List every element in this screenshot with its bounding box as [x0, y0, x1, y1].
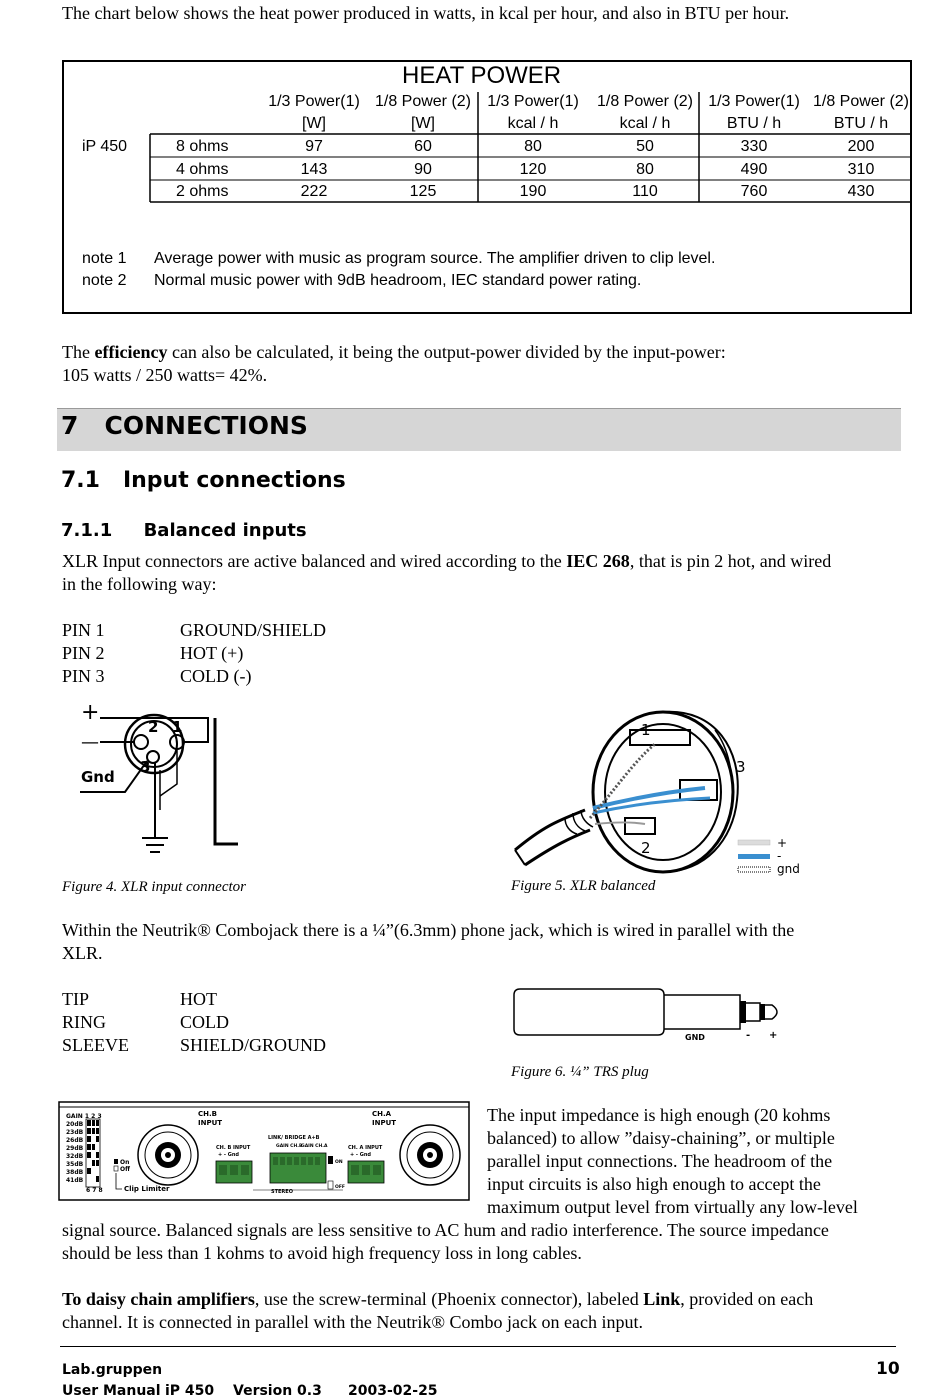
- cha-combo-jack[interactable]: [400, 1125, 460, 1185]
- gain-level-label: 26dB: [66, 1137, 84, 1144]
- footer-date: 2003-02-25: [348, 1383, 438, 1399]
- col-unit: BTU / h: [726, 115, 782, 132]
- note-label: note 2: [82, 272, 127, 289]
- footer-manual: User Manual: [62, 1383, 161, 1399]
- daisy-chain-text-line2: channel. It is connected in parallel with the Neutrik® Combo jack on each input.: [62, 1312, 644, 1332]
- table-cell: 330: [740, 138, 768, 155]
- gain-foot-label: 6 7 8: [86, 1187, 103, 1194]
- clip-limiter-label: Clip Limiter: [124, 1185, 170, 1193]
- xlr-balanced-drawing: [505, 700, 815, 880]
- balanced-text-line2: in the following way:: [62, 574, 217, 594]
- minus-label: —: [81, 732, 99, 753]
- gain-level-label: 41dB: [66, 1177, 84, 1184]
- table-cell: 90: [414, 161, 432, 178]
- table-cell: 60: [414, 138, 432, 155]
- table-cell: 430: [847, 183, 875, 200]
- legend-minus: -: [777, 849, 782, 863]
- impedance-line: input circuits is also high enough to accept the: [487, 1174, 821, 1194]
- table-cell: 490: [740, 161, 768, 178]
- footer-page-number: 10: [876, 1359, 900, 1379]
- impedance-line: maximum output level from virtually any low-level: [487, 1197, 858, 1217]
- table-cell: 50: [636, 138, 654, 155]
- cha-phoenix-terminal[interactable]: [348, 1161, 384, 1183]
- on-label: On: [120, 1159, 130, 1166]
- figure5-caption: Figure 5. XLR balanced: [511, 878, 656, 894]
- cha-input-label: INPUT: [372, 1119, 397, 1127]
- trs-plus-label: +: [769, 1030, 778, 1041]
- xlr-schematic-diagram: [70, 698, 270, 868]
- legend-gnd: gnd: [777, 862, 800, 876]
- table-cell: 80: [524, 138, 542, 155]
- col-head: 1/3 Power(1): [487, 93, 579, 110]
- chb-phoenix-terminal[interactable]: [216, 1161, 252, 1183]
- trs-desc: HOT: [180, 989, 217, 1009]
- col-unit: kcal / h: [507, 115, 559, 132]
- link-phoenix-terminal[interactable]: [270, 1153, 326, 1183]
- trs-desc: COLD: [180, 1012, 229, 1032]
- pin-desc: GROUND/SHIELD: [180, 620, 326, 640]
- col-head: 1/3 Power(1): [708, 93, 800, 110]
- impedance-line: The input impedance is high enough (20 kohms: [487, 1105, 831, 1125]
- heat-power-title: HEAT POWER: [402, 62, 562, 89]
- pin1-label: 1: [172, 718, 183, 736]
- table-cell: 110: [632, 183, 658, 200]
- subsection-heading: 7.1.1 Balanced inputs: [61, 520, 307, 541]
- figure6-caption: Figure 6. ¼” TRS plug: [511, 1064, 649, 1080]
- chb-input-label: CH.B: [198, 1110, 217, 1118]
- gain-level-label: 35dB: [66, 1161, 84, 1168]
- cha-input-label: CH.A: [372, 1110, 392, 1118]
- col-unit: [W]: [411, 115, 435, 132]
- trs-part: RING: [62, 1012, 106, 1032]
- footer-model: iP 450: [165, 1383, 215, 1399]
- gain-level-label: 20dB: [66, 1121, 84, 1128]
- trs-desc: SHIELD/GROUND: [180, 1035, 326, 1055]
- table-cell: 120: [519, 161, 547, 178]
- col-head: 1/3 Power(1): [268, 93, 360, 110]
- plus-label: +: [81, 700, 100, 725]
- balanced-text: XLR Input connectors are active balanced and wired according to the IEC 268, that is pin 2 hot, and wired: [62, 551, 832, 571]
- col-unit: [W]: [302, 115, 326, 132]
- impedance-line-full: should be less than 1 kohms to avoid high frequency loss in long cables.: [62, 1243, 582, 1263]
- gain-level-label: 29dB: [66, 1145, 84, 1152]
- impedance-line-full: signal source. Balanced signals are less sensitive to AC hum and radio interference. The source impedance: [62, 1220, 829, 1240]
- section-heading: 7.1 Input connections: [61, 468, 346, 493]
- chb-input-label: INPUT: [198, 1119, 223, 1127]
- table-cell: 190: [519, 183, 547, 200]
- chb-combo-jack[interactable]: [138, 1125, 198, 1185]
- gain-title-label: GAIN 1 2 3: [66, 1113, 102, 1120]
- note-label: note 1: [82, 250, 127, 267]
- impedance-line: parallel input connections. The headroom of the: [487, 1151, 833, 1171]
- table-cell: 143: [300, 161, 328, 178]
- table-cell: 310: [847, 161, 875, 178]
- efficiency-text: The efficiency can also be calculated, it being the output-power divided by the input-power:: [62, 342, 726, 362]
- trs-minus-label: -: [746, 1030, 751, 1041]
- load-label: 4 ohms: [176, 161, 229, 178]
- load-label: 2 ohms: [176, 183, 229, 200]
- link-bridge-label: LINK/ BRIDGE A+B: [268, 1135, 320, 1141]
- trs-part: SLEEVE: [62, 1035, 129, 1055]
- table-cell: 80: [636, 161, 654, 178]
- off-label: Off: [120, 1166, 130, 1173]
- cha-small-label: CH. A INPUT: [348, 1145, 383, 1151]
- legend-plus: +: [777, 836, 788, 850]
- load-label: 8 ohms: [176, 138, 229, 155]
- chapter-heading: 7 CONNECTIONS: [61, 411, 308, 440]
- impedance-line: balanced) to allow ”daisy-chaining”, or multiple: [487, 1128, 835, 1148]
- rear-panel-drawing: [58, 1101, 470, 1201]
- table-cell: 222: [300, 183, 328, 200]
- pin-label: PIN 1: [62, 620, 105, 640]
- col-unit: kcal / h: [619, 115, 671, 132]
- col-head: 1/8 Power (2): [812, 93, 910, 110]
- chb-small-label: CH. B INPUT: [216, 1145, 251, 1151]
- footer-brand: Lab.gruppen: [62, 1362, 163, 1378]
- trs-plug-drawing: [510, 985, 800, 1045]
- gain-chb-label: GAIN CH.B: [276, 1144, 303, 1149]
- trs-part: TIP: [62, 989, 89, 1009]
- daisy-chain-text: To daisy chain amplifiers, use the screw-terminal (Phoenix connector), labeled Link, provided on each: [62, 1289, 814, 1309]
- pin-desc: HOT (+): [180, 643, 244, 663]
- chb-pm-label: + - Gnd: [218, 1152, 239, 1158]
- combojack-text: Within the Neutrik® Combojack there is a ¼”(6.3mm) phone jack, which is wired in parallel with the: [62, 920, 795, 940]
- table-cell: 97: [305, 138, 323, 155]
- intro-text: The chart below shows the heat power produced in watts, in kcal per hour, and also in BTU per hour.: [62, 3, 790, 23]
- off-small-label: OFF: [335, 1185, 345, 1190]
- stereo-label: STEREO: [271, 1189, 293, 1195]
- pin2-label: 2: [148, 718, 159, 736]
- fig5-pin1-label: 1: [641, 721, 651, 739]
- figure4-caption: Figure 4. XLR input connector: [62, 879, 246, 895]
- col-head: 1/8 Power (2): [596, 93, 694, 110]
- pin-label: PIN 3: [62, 666, 105, 686]
- footer-rule: [60, 1346, 896, 1347]
- fig5-pin3-label: 3: [736, 758, 746, 776]
- efficiency-calc: 105 watts / 250 watts= 42%.: [62, 365, 268, 385]
- note-text: Average power with music as program source. The amplifier driven to clip level.: [154, 250, 716, 267]
- pin-desc: COLD (-): [180, 666, 252, 686]
- fig5-pin2-label: 2: [641, 839, 651, 857]
- table-cell: 760: [740, 183, 768, 200]
- gnd-label: Gnd: [81, 768, 115, 786]
- gain-level-label: 38dB: [66, 1169, 84, 1176]
- model-label: iP 450: [82, 138, 128, 155]
- pin-label: PIN 2: [62, 643, 105, 663]
- pin3-label: 3: [140, 758, 151, 776]
- col-head: 1/8 Power (2): [374, 93, 472, 110]
- trs-gnd-label: GND: [685, 1033, 705, 1042]
- col-unit: BTU / h: [833, 115, 889, 132]
- table-cell: 125: [409, 183, 437, 200]
- gain-cha-label: GAIN CH.A: [301, 1144, 328, 1149]
- gain-level-label: 23dB: [66, 1129, 84, 1136]
- gain-level-label: 32dB: [66, 1153, 84, 1160]
- note-text: Normal music power with 9dB headroom, IEC standard power rating.: [154, 272, 642, 289]
- cha-pm-label: + - Gnd: [350, 1152, 371, 1158]
- on-small-label: ON: [335, 1160, 343, 1165]
- table-cell: 200: [847, 138, 875, 155]
- combojack-text-line2: XLR.: [62, 943, 103, 963]
- footer-version: Version 0.3: [233, 1383, 322, 1399]
